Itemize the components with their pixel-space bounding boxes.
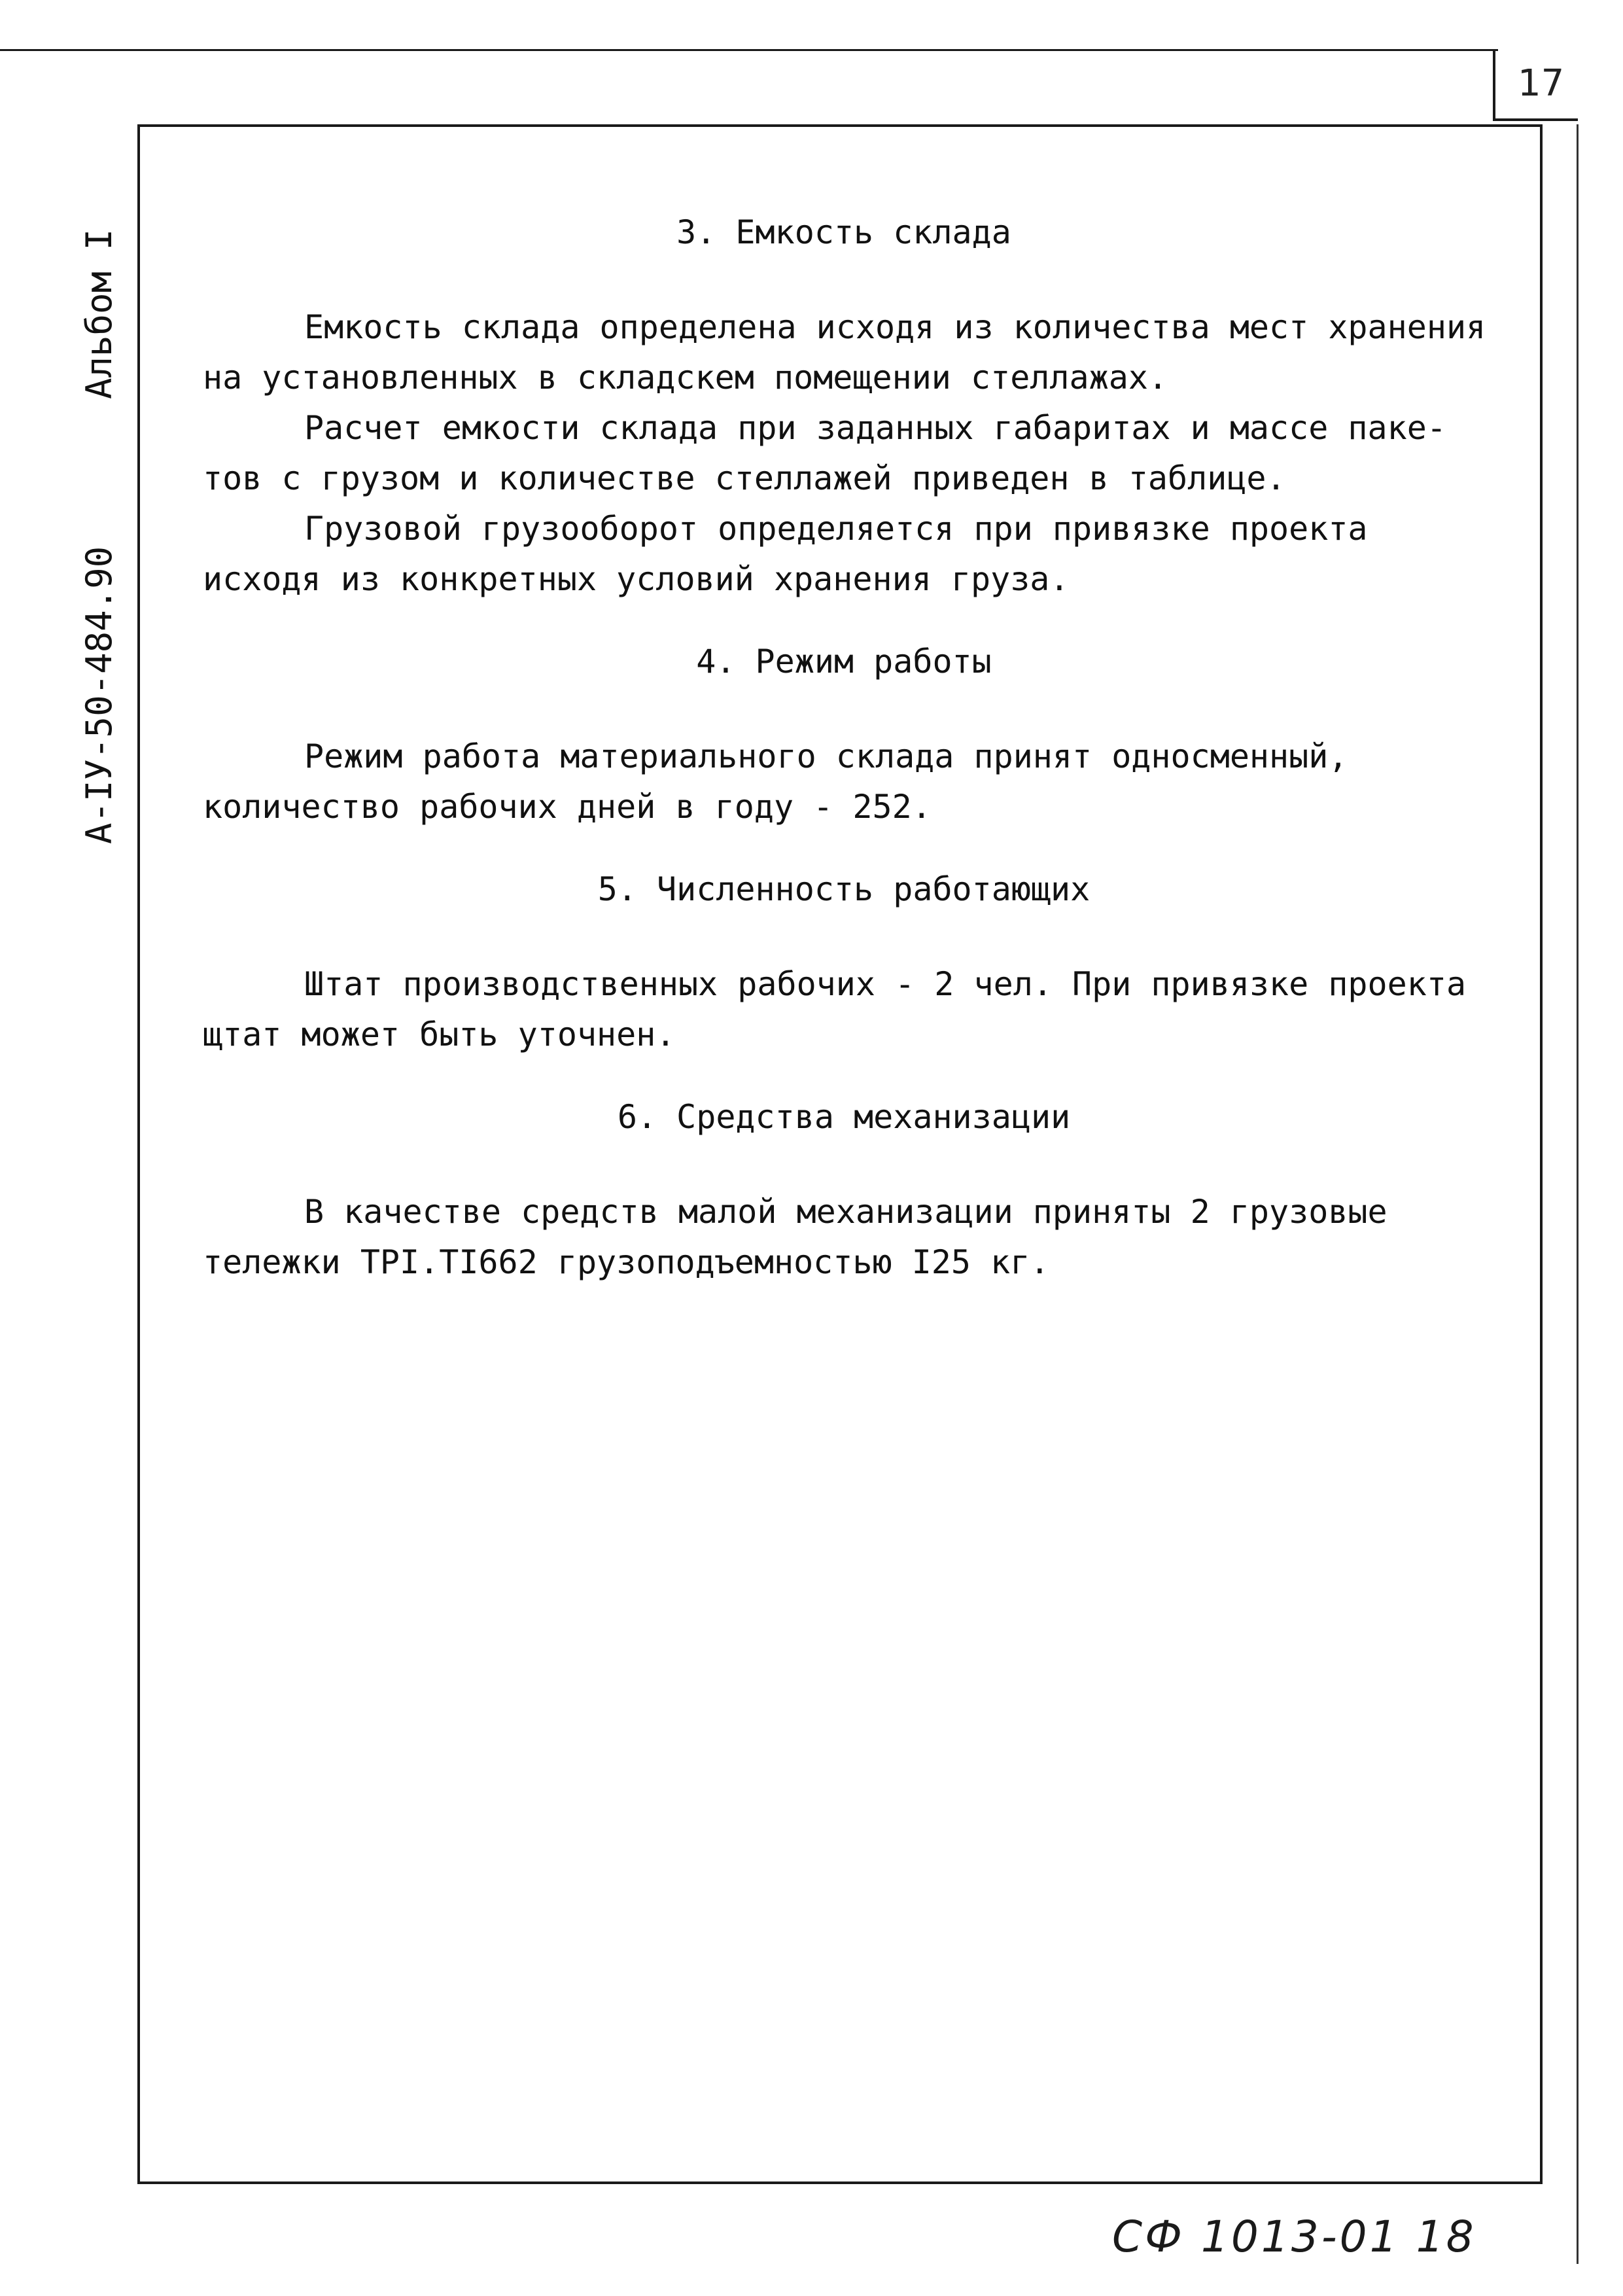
album-label: Альбом I bbox=[79, 228, 120, 399]
section-staff bbox=[203, 866, 1511, 1060]
section-capacity bbox=[203, 209, 1511, 605]
section-heading: 6. Средства механизации bbox=[617, 1098, 1071, 1136]
paragraph-line: на установленных в складскем помещении стеллажах. bbox=[203, 359, 1168, 397]
top-border-line bbox=[0, 49, 1498, 51]
paragraph-line: щтат может быть уточнен. bbox=[203, 1016, 676, 1053]
footer-signature: СФ 1013-01 18 bbox=[1112, 2212, 1476, 2262]
document-body bbox=[203, 209, 1511, 1288]
section-mechanization bbox=[203, 1094, 1511, 1288]
document-code: А-IУ-50-484.90 bbox=[79, 546, 120, 844]
right-edge-line bbox=[1577, 124, 1579, 2264]
section-heading: 4. Режим работы bbox=[696, 643, 992, 680]
paragraph-line: Емкость склада определена исходя из количества мест хранения bbox=[304, 308, 1486, 346]
section-heading: 3. Емкость склада bbox=[676, 213, 1011, 251]
paragraph-line: Штат производственных рабочих - 2 чел. При привязке проекта bbox=[304, 965, 1467, 1003]
paragraph-line: количество рабочих дней в году - 252. bbox=[203, 788, 932, 826]
paragraph-line: Режим работа материального склада принят односменный, bbox=[304, 737, 1348, 775]
section-work-mode bbox=[203, 639, 1511, 832]
paragraph-line: исходя из конкретных условий хранения груза. bbox=[203, 560, 1070, 598]
paragraph-line: В качестве средств малой механизации приняты 2 грузовые bbox=[304, 1193, 1387, 1231]
paragraph-line: тов с грузом и количестве стеллажей приведен в таблице. bbox=[203, 459, 1286, 497]
paragraph-line: Грузовой грузооборот определяется при привязке проекта bbox=[304, 510, 1368, 548]
page-number: 17 bbox=[1518, 62, 1565, 105]
paragraph-line: Расчет емкости склада при заданных габаритах и массе паке- bbox=[304, 409, 1446, 447]
section-heading: 5. Численность работающих bbox=[597, 870, 1091, 908]
paragraph-line: тележки ТРI.ТI662 грузоподъемностью I25 кг. bbox=[203, 1243, 1050, 1281]
